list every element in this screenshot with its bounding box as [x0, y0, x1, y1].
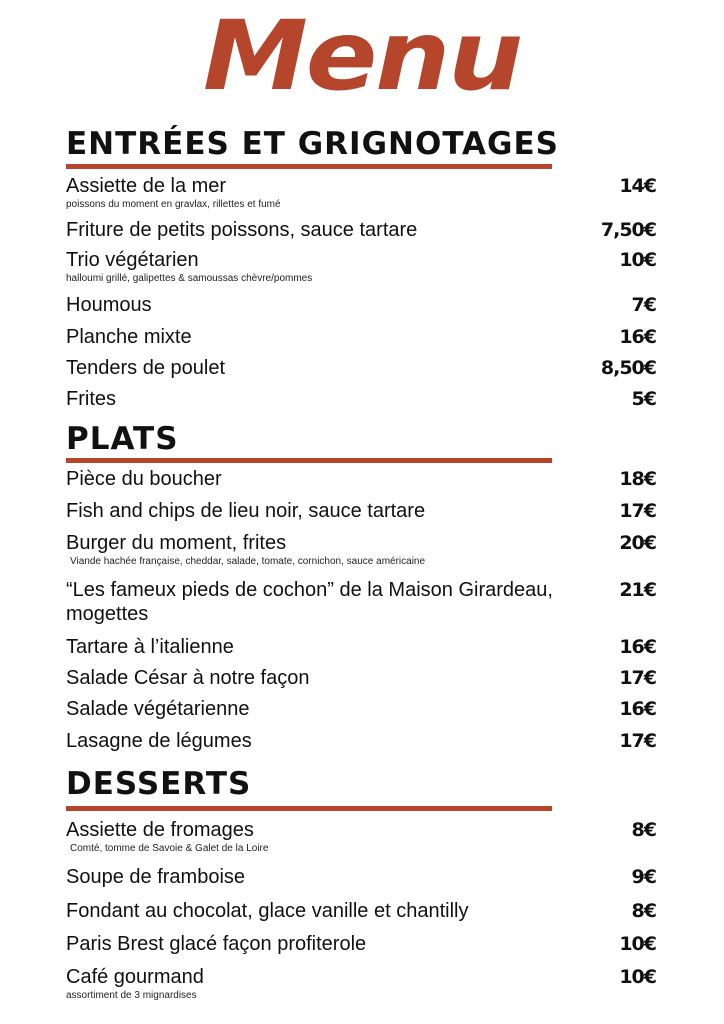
- menu-item: [66, 293, 656, 317]
- item-description: halloumi grillé, galipettes & samoussas chèvre/pommes: [66, 273, 313, 284]
- menu-title: Menu: [202, 0, 522, 112]
- item-description: Viande hachée française, cheddar, salade, tomate, cornichon, sauce américaine: [70, 556, 426, 567]
- item-price: 10€: [619, 933, 656, 955]
- item-name: Lasagne de légumes: [66, 730, 252, 752]
- menu-item: [66, 578, 656, 626]
- item-price: 16€: [619, 698, 656, 720]
- item-name: “Les fameux pieds de cochon” de la Maison Girardeau, mogettes: [66, 579, 553, 625]
- menu-item: [66, 818, 656, 855]
- menu-item: [66, 325, 656, 349]
- item-price: 16€: [619, 636, 656, 658]
- menu-item: [66, 248, 656, 285]
- section-title-desserts: DESSERTS: [66, 766, 252, 802]
- item-price: 20€: [619, 532, 656, 554]
- item-name: Trio végétarien: [66, 249, 199, 271]
- item-name: Salade végétarienne: [66, 698, 250, 720]
- menu-item: [66, 218, 656, 242]
- item-price: 5€: [631, 388, 656, 410]
- section-divider: [66, 806, 552, 811]
- item-name: Houmous: [66, 294, 152, 316]
- item-name: Salade César à notre façon: [66, 667, 310, 689]
- item-name: Fish and chips de lieu noir, sauce tartare: [66, 500, 426, 522]
- item-name: Tenders de poulet: [66, 357, 226, 379]
- item-name: Assiette de fromages: [66, 819, 254, 841]
- item-price: 8,50€: [600, 357, 656, 379]
- item-price: 8€: [631, 819, 656, 841]
- item-name: Frites: [66, 388, 116, 410]
- item-price: 10€: [619, 966, 656, 988]
- item-price: 7,50€: [600, 219, 656, 241]
- item-price: 21€: [619, 579, 656, 601]
- menu-item: [66, 531, 656, 568]
- menu-item: [66, 387, 656, 411]
- item-price: 10€: [619, 249, 656, 271]
- menu-item: [66, 697, 656, 721]
- item-name: Pièce du boucher: [66, 468, 222, 490]
- item-price: 9€: [631, 866, 656, 888]
- item-name: Café gourmand: [66, 966, 204, 988]
- menu-item: [66, 729, 656, 753]
- item-price: 7€: [631, 294, 656, 316]
- item-price: 17€: [619, 500, 656, 522]
- menu-item: [66, 965, 656, 1002]
- menu-item: [66, 635, 656, 659]
- item-name: Tartare à l’italienne: [66, 636, 234, 658]
- item-name: Assiette de la mer: [66, 175, 227, 197]
- item-name: Burger du moment, frites: [66, 532, 287, 554]
- section-divider: [66, 164, 552, 169]
- item-description: poissons du moment en gravlax, rillettes et fumé: [66, 199, 281, 210]
- menu-item: [66, 865, 656, 889]
- menu-item: [66, 899, 656, 923]
- item-name: Planche mixte: [66, 326, 192, 348]
- item-description: Comté, tomme de Savoie & Galet de la Loire: [70, 843, 269, 854]
- item-price: 16€: [619, 326, 656, 348]
- menu-item: [66, 499, 656, 523]
- menu-item: [66, 467, 656, 491]
- section-title-entrees: ENTRÉES ET GRIGNOTAGES: [66, 126, 559, 162]
- item-price: 17€: [619, 730, 656, 752]
- item-name: Friture de petits poissons, sauce tartare: [66, 219, 418, 241]
- item-price: 17€: [619, 667, 656, 689]
- item-price: 18€: [619, 468, 656, 490]
- item-name: Soupe de framboise: [66, 866, 246, 888]
- menu-item: [66, 174, 656, 211]
- item-name: Fondant au chocolat, glace vanille et chantilly: [66, 900, 469, 922]
- menu-item: [66, 932, 656, 956]
- menu-item: [66, 356, 656, 380]
- item-price: 8€: [631, 900, 656, 922]
- section-title-plats: PLATS: [66, 421, 179, 457]
- item-price: 14€: [619, 175, 656, 197]
- item-description: assortiment de 3 mignardises: [66, 990, 197, 1001]
- item-name: Paris Brest glacé façon profiterole: [66, 933, 367, 955]
- section-divider: [66, 458, 552, 463]
- menu-item: [66, 666, 656, 690]
